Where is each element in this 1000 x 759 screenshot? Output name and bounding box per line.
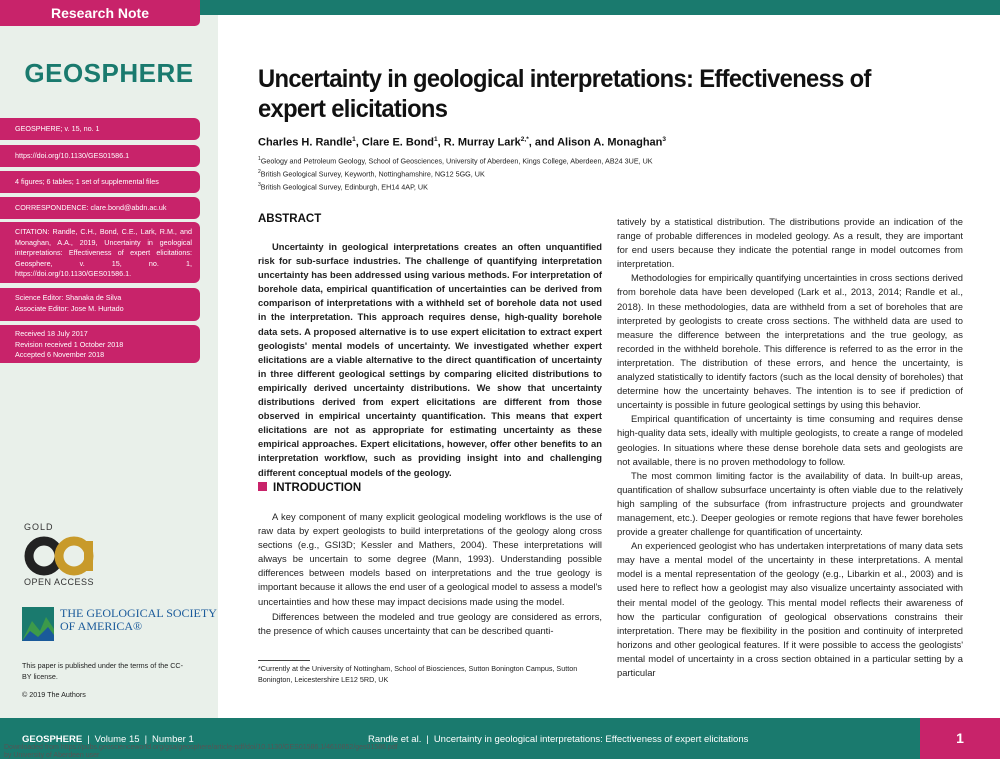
intro-paragraph: Differences between the modeled and true geology are considered as errors, the presence of which causes uncertainty that can be described quanti- [258,610,602,636]
journal-info: GEOSPHERE; v. 15, no. 1 [15,124,100,133]
correspondence-pill[interactable] [0,197,200,219]
abstract-text: Uncertainty in geological interpretations creates an often unquantified risk for sub-surface industries. The challenge of quantifying interpretation uncertainty has been addressed using various methods. For interpretation of borehole data, empirical quantification of uncertainties can be derived from comparison of interpretations with a withheld set of borehole data not used in the interpretation. This approach requires dense, high-quality borehole data sets. A proposed alternative is to use expert elicitation to extract expert geologists' mental models of uncertainty. We investigated whether expert elicitations are a viable alternative to the direct quantification of uncertainty in three different geological settings by comparing elicited distributions to empirically derived uncertainty distributions. We show that uncertainty distributions derived from expert elicitations are different from those observed in empirical uncertainty quantification. This means that expert elicitations are not as appropriate for estimating uncertainty as these empirical approaches. Expert elicitations, however, offer other benefits to an interpretation workflow, such as providing insight into and challenging different conceptual models of the geology. [258,241,602,478]
author: R. Murray Lark [443,136,521,149]
affiliation [258,154,653,167]
author-list: Charles H. Randle$^1$, Clare E. Bond$^1$, R. Murray Lark$^{2,*}$, and Alison A. Monaghan$^3$ [258,136,667,149]
introduction-heading-text: INTRODUCTION [273,482,362,494]
body-paragraph: The most common limiting factor is the availability of data. In built-up areas, quantification of shallow subsurface uncertainty is often viable due to the relatively high sampling of the subsurface (from infrastructure projects and groundwater management, etc.). Deeper geologies or remote regions that have fewer boreholes provide a greater challenge for quantification of uncertainty. [617,469,963,538]
footer-number: Number 1 [152,734,194,745]
open-access-icon [24,532,104,578]
body-paragraph: An experienced geologist who has undertaken interpretations of many data sets may have a mental model of the uncertainty in these interpretations. A mental model is a mental representation of the geology (e.g., Libarkin et al., 2003) and is used here to reflect how a geologist may also visualize uncertainty associated with their mental model of the geology. This mental model reflects their awareness of how the particular configuration of geological observations constrains their interpretation. There may be flexibility in the position and continuity of interpreted horizons and other geological features. If it were possible to access the geologists' mental model of uncertainty in a cross section obtained in a particular setting by a particular [617,540,963,678]
intro-paragraph: A key component of many explicit geological modeling workflows is the use of raw data by expert geologists to build interpretations of the geology along cross sections (e.g., GSI3D; Kessler and Mathers, 2004). These interpretations will always be uncertain to some degree (Mann, 1993). Understanding possible differences between models based on interpretations and the true geology is important because it allows the end user of a geological model to assess a model's uncertainties and how these may impact decisions made using the model. [258,511,602,607]
footer-title: Uncertainty in geological interpretations: Effectiveness of expert elicitations [433,734,749,745]
author-sup: 1 [352,136,356,143]
dates-pill [0,325,200,363]
author-sup: 2,* [520,136,529,143]
accepted-date: Accepted 6 November 2018 [15,350,105,359]
footer-journal-info: GEOSPHERE | Volume 15 | Number 1 [22,734,194,745]
author-sup: 3 [662,136,667,143]
open-access-label: OPEN ACCESS [24,577,95,587]
revised-date: Revision received 1 October 2018 [15,339,124,349]
license-note: This paper is published under the terms of the CC-BY license. [22,661,183,681]
page-number: 1 [920,718,1000,759]
download-line-1[interactable]: Downloaded from https://pubs.geoscienceworld.org/gsa/geosphere/article-pdf/doi/10.1130/GES01586.1/4610852/ges01586.pdf [4,744,398,751]
footnote-rule [258,660,310,661]
abstract-body [258,240,602,480]
oa-gold-label: GOLD [24,522,54,532]
citation-text: CITATION: Randle, C.H., Bond, C.E., Lark, R.M., and Monaghan, A.A., 2019, Uncertainty in geological interpretations: Effectiveness of expert elicitations: Geosphere, v. 15, no. 1, https://doi.org/10.1130/GES01586.1. [15,227,192,278]
footer-authors: Randle et al. [368,734,422,745]
copyright: © 2019 The Authors [22,690,86,699]
affiliation-sup: 1 [258,156,261,162]
author: and Alison A. Monaghan [534,136,663,149]
gsa-emblem-icon [22,607,54,641]
journal-info-pill [0,118,200,140]
footer-volume: Volume 15 [94,734,140,745]
body-paragraph: Empirical quantification of uncertainty is time consuming and requires dense high-quality data sets, ideally with multiple geologists, to create a range of modeled geologies. In situations where these dense borehole data sets and geologists are not available, there is no proven methodology to follow. [617,413,963,467]
figure-counts: 4 figures; 6 tables; 1 set of supplemental files [15,177,159,186]
right-column-body [617,215,963,680]
gsa-logo[interactable] [22,606,217,643]
author: Charles H. Randle [258,136,353,149]
gsa-name-line1: THE GEOLOGICAL SOCIETY [60,606,217,620]
correspondence-email[interactable]: CORRESPONDENCE: clare.bond@abdn.ac.uk [15,203,167,212]
author-sup: 1 [434,136,438,143]
body-paragraph: tatively by a statistical distribution. The distributions provide an indication of the range of probable differences in modeled geology. As a result, they are important for end users because they indicate the potential range in model outcomes from interpretation. [617,216,963,270]
affiliation [258,167,653,180]
editors-pill [0,288,200,321]
footer-running-head: Randle et al. | Uncertainty in geological interpretations: Effectiveness of expert elicitations [368,734,749,745]
introduction-body [258,510,602,638]
affiliation-sup: 2 [258,168,261,175]
affiliation-text: British Geological Survey, Keyworth, Nottinghamshire, NG12 5GG, UK [260,169,485,179]
body-paragraph: Methodologies for empirically quantifying uncertainties in cross sections derived from borehole data have been developed (Lark et al., 2013, 2014; Randle et al., 2018). In these methodologies, data are withheld from a set of boreholes that are interpreted by geologists to create cross sections. The withheld data are used to measure the difference between the interpretations and the true geology, as recorded in the withheld borehole. This difference is referred to as the error in the interpretation. The distribution of these errors, and hence the uncertainty, is analyzed statistically to identify factors (such as the local density of boreholes) that determine how the uncertainty behaves. The intention is to see if prediction of uncertainty is possible in future geological settings by using this behavior. [617,272,963,411]
section-marker-icon [258,482,267,491]
research-note-tab: Research Note [0,0,200,26]
doi-link[interactable]: https://doi.org/10.1130/GES01586.1 [15,151,130,160]
journal-brand[interactable]: GEOSPHERE [24,58,194,88]
affiliation-text: Geology and Petroleum Geology, School of Geosciences, University of Aberdeen, Kings College, Aberdeen, AB24 3UE, UK [260,156,653,166]
gsa-name-line2: OF AMERICA® [60,618,143,633]
affiliations [258,154,653,193]
download-notice[interactable] [4,744,398,759]
footnote: *Currently at the University of Nottingham, School of Biosciences, Sutton Bonington Campus, Sutton Bonington, Leicestershire LE12 5RD, UK [258,664,578,684]
gsa-name [60,607,217,632]
introduction-heading [258,482,361,494]
affiliation-text: British Geological Survey, Edinburgh, EH14 4AP, UK [260,182,428,192]
associate-editor: Associate Editor: Jose M. Hurtado [15,303,124,313]
affiliation-sup: 3 [258,181,261,188]
article-title: Uncertainty in geological interpretations: Effectiveness of expert elicitations [258,65,871,123]
footer-journal: GEOSPHERE [22,734,83,745]
abstract-heading: ABSTRACT [258,213,322,225]
received-date: Received 18 July 2017 [15,329,88,338]
author: Clare E. Bond [361,136,435,149]
counts-pill [0,171,200,193]
doi-pill[interactable] [0,145,200,167]
citation-pill [0,222,200,283]
science-editor: Science Editor: Shanaka de Silva [15,293,122,302]
download-line-2: by University of Aberdeen user [4,751,100,759]
affiliation [258,180,653,193]
